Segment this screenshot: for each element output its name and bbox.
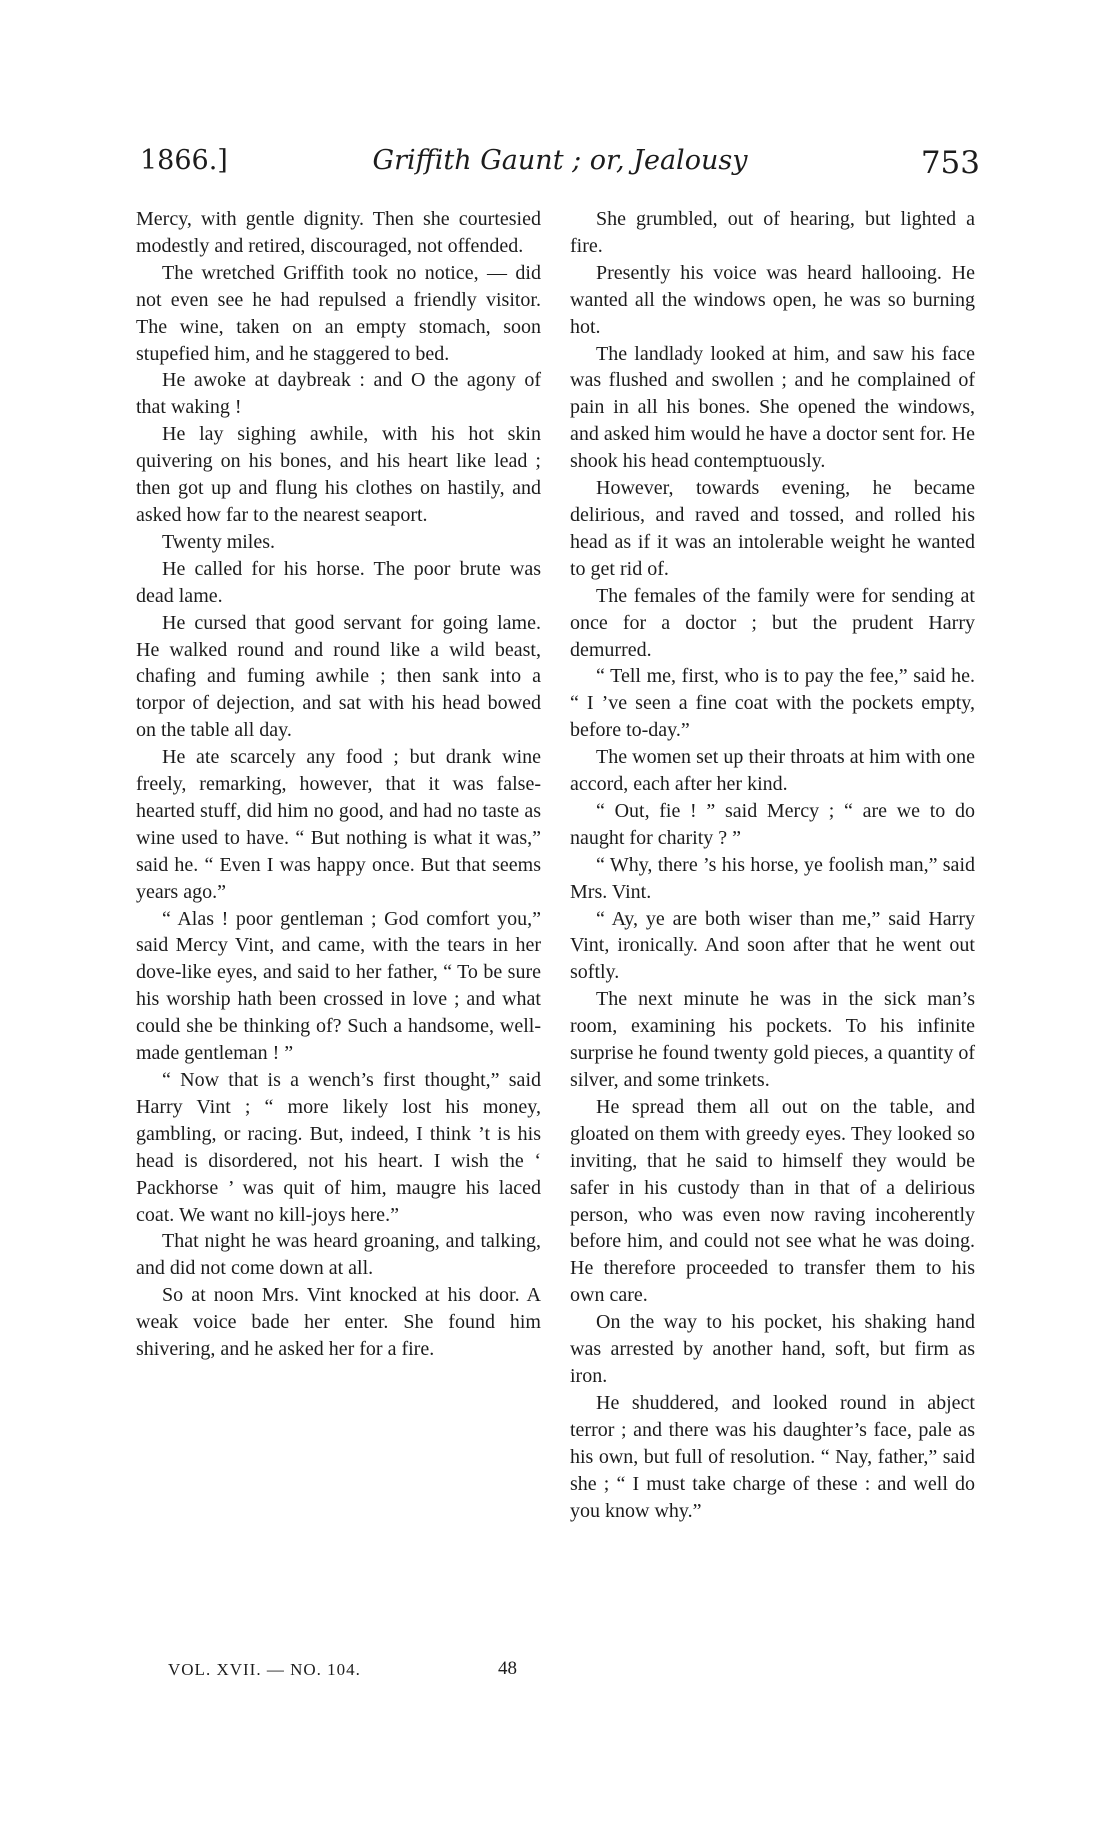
paragraph: He awoke at daybreak : and O the agony of that waking ! [136,369,541,419]
paragraph: “ Why, there ’s his horse, ye foolish man,” said Mrs. Vint. [570,853,975,903]
paragraph: The females of the family were for sending at once for a doctor ; but the prudent Harry demurred. [570,584,975,661]
paragraph: He ate scarcely any food ; but drank wine freely, remarking, however, that it was false-hearted stuff, did him no good, and had no taste as wine used to have. “ But nothing is what it was,” said he. “ Even I was happy once. But that seems years ago.” [136,746,541,903]
paragraph: He spread them all out on the table, and gloated on them with greedy eyes. They looked so inviting, that he said to himself they would be safer in his custody than in that of a delirious person, who was even now raving incoherently before him, and could not see what he was doing. He therefore proceeded to transfer them to his own care. [570,1095,975,1307]
paragraph: The wretched Griffith took no notice, — did not even see he had repulsed a friendly visitor. The wine, taken on an empty stomach, soon stupefied him, and he staggered to bed. [136,261,541,365]
paragraph: “ Alas ! poor gentleman ; God comfort you,” said Mercy Vint, and came, with the tears in her dove-like eyes, and said to her father, “ To be sure his worship hath been crossed in love ; and what could she be thinking of? Such a handsome, well-made gentleman ! ” [136,907,541,1065]
header-title: Griffith Gaunt ; or, Jealousy [372,145,748,176]
paragraph: However, towards evening, he became delirious, and raved and tossed, and rolled his head as if it was an intolerable weight he wanted to get rid of. [570,477,975,580]
page-footer [168,1660,568,1690]
page-number: 753 [920,145,980,181]
paragraph: “ Out, fie ! ” said Mercy ; “ are we to do naught for charity ? ” [570,799,975,849]
paragraph: That night he was heard groaning, and talking, and did not come down at all. [136,1230,541,1280]
paragraph: On the way to his pocket, his shaking hand was arrested by another hand, soft, but firm as iron. [570,1311,975,1387]
paragraph: “ Tell me, first, who is to pay the fee,” said he. “ I ’ve seen a fine coat with the pockets empty, before to-day.” [570,665,975,742]
volume-signature: VOL. XVII. — NO. 104. [168,1660,361,1679]
paragraph: He lay sighing awhile, with his hot skin quivering on his bones, and his heart like lead ; then got up and flung his clothes on hastily, and asked how far to the nearest seaport. [136,423,541,526]
paragraph: “ Now that is a wench’s first thought,” said Harry Vint ; “ more likely lost his money, gambling, or racing. But, indeed, I think ’t is his head is disordered, not his heart. I wish the ‘ Packhorse ’ was quit of him, maugre his laced coat. We want no kill-joys here.” [136,1069,541,1226]
paragraph: She grumbled, out of hearing, but lighted a fire. [570,208,975,257]
left-column [136,206,541,1363]
running-head [140,145,980,185]
paragraph: The women set up their throats at him with one accord, each after her kind. [570,746,975,796]
header-year: 1866.] [140,145,228,176]
paragraph: He called for his horse. The poor brute was dead lame. [136,557,541,607]
paragraph: So at noon Mrs. Vint knocked at his door. A weak voice bade her enter. She found him shivering, and he asked her for a fire. [136,1284,541,1361]
paragraph: The landlady looked at him, and saw his face was flushed and swollen ; and he complained of pain in all his bones. She opened the windows, and asked him would he have a doctor sent for. He shook his head contemptuously. [570,342,975,473]
sheet-number: 48 [498,1658,517,1679]
paragraph: He shuddered, and looked round in abject terror ; and there was his daughter’s face, pale as his own, but full of resolution. “ Nay, father,” said she ; “ I must take charge of these : and well do you know why.” [570,1391,975,1522]
paragraph: Presently his voice was heard hallooing. He wanted all the windows open, he was so burning hot. [570,261,975,338]
paragraph: He cursed that good servant for going lame. He walked round and round like a wild beast, chafing and fuming awhile ; then sank into a torpor of dejection, and sat with his head bowed on the table all day. [136,611,541,742]
right-column [570,206,975,1524]
paragraph: The next minute he was in the sick man’s room, examining his pockets. To his infinite surprise he found twenty gold pieces, a quantity of silver, and some trinkets. [570,988,975,1091]
paragraph: Mercy, with gentle dignity. Then she courtesied modestly and retired, discouraged, not offended. [136,208,541,257]
paragraph: Twenty miles. [162,530,276,553]
paragraph: “ Ay, ye are both wiser than me,” said Harry Vint, ironically. And soon after that he went out softly. [570,907,975,984]
